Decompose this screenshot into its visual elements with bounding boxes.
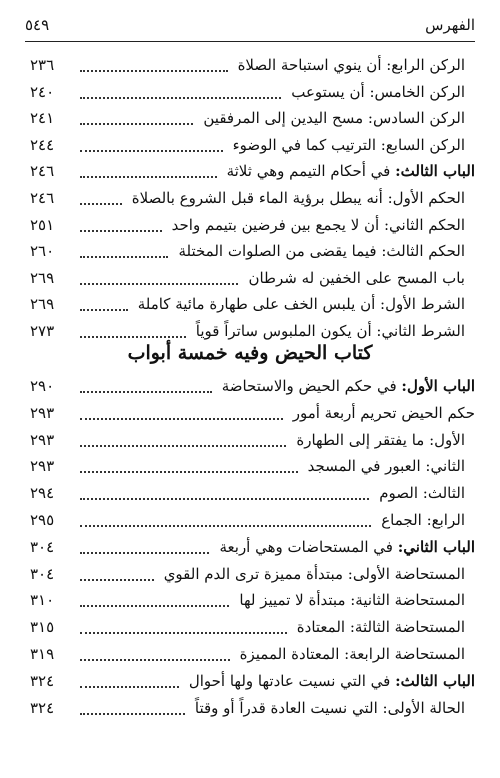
toc-entry-page-number: ٢٤٦ [30, 162, 55, 181]
toc-entry [30, 185, 465, 211]
page-number: ٥٤٩ [25, 16, 50, 34]
toc-entry [30, 158, 475, 184]
toc-entry [30, 132, 465, 158]
toc-entry-text: الحكم الأول: أنه يبطل برؤية الماء قبل الشروع بالصلاة [131, 189, 465, 207]
toc-entry-text: الثاني: العبور في المسجد [307, 457, 465, 476]
toc-entry [30, 668, 475, 694]
dot-leader [80, 70, 228, 72]
toc-entry [30, 480, 465, 506]
toc-entry-text: الحالة الأولى: التي نسيت العادة قدراً أو وقتاً [194, 698, 465, 717]
toc-entry-text: المستحاضة الثالثة: المعتادة [296, 618, 465, 637]
toc-entry-page-number: ٣٠٤ [30, 537, 55, 556]
toc-entry-title [189, 699, 465, 717]
toc-entry-page-number: ٢٩٥ [30, 511, 55, 529]
toc-entry [30, 507, 465, 533]
toc-entry-text: الحكم الثالث: فيما يقضى من الصلوات المختلة [178, 242, 465, 261]
dot-leader [80, 418, 283, 420]
toc-entry-text: في التي نسيت عادتها ولها أحوال [188, 671, 391, 690]
dot-leader [80, 309, 128, 311]
toc-entry-text: الأول: ما يفتقر إلى الطهارة [296, 430, 465, 449]
toc-entry [30, 105, 465, 131]
toc-entry-text: الثالث: الصوم [379, 484, 465, 503]
toc-entry-title [183, 672, 475, 690]
toc-entry-title [291, 618, 465, 636]
toc-entry-page-number: ٢٩٣ [30, 430, 55, 449]
toc-entry-title [242, 269, 465, 287]
toc-entry-title [373, 484, 465, 502]
toc-entry-text: الرابع: الجماع [381, 511, 465, 529]
dot-leader [80, 445, 286, 447]
toc-entry-text: في المستحاضات وهي أربعة [219, 537, 393, 556]
toc-entry-page-number: ٢٤٠ [30, 82, 55, 101]
toc-entry [30, 291, 465, 317]
toc-entry [30, 453, 465, 479]
toc-entry-page-number: ٢٤٤ [30, 135, 55, 154]
toc-entry-page-number: ٢٩٤ [30, 484, 55, 503]
toc-entry-title [172, 242, 465, 260]
toc-entry-page-number: ٢٤١ [30, 109, 55, 128]
toc-entry [30, 427, 465, 453]
section-heading: كتاب الحيض وفيه خمسة أبواب [127, 342, 373, 364]
toc-entry-title [302, 457, 465, 475]
dot-leader [80, 471, 298, 473]
dot-leader [80, 97, 281, 99]
toc-entry-title [132, 295, 465, 313]
dot-leader [80, 283, 238, 285]
dot-leader [80, 230, 162, 232]
toc-entry-page-number: ٣١٥ [30, 618, 55, 637]
toc-entry-text: باب المسح على الخفين له شرطان [248, 268, 465, 287]
toc-entry-title [375, 511, 465, 529]
toc-entry-text: في أحكام التيمم وهي ثلاثة [226, 162, 391, 181]
toc-entry-title [234, 645, 465, 663]
toc-entry [30, 695, 465, 721]
toc-entry-text: الركن الرابع: أن ينوي استباحة الصلاة [237, 56, 465, 74]
toc-entry-text: الركن السادس: مسح اليدين إلى المرفقين [203, 109, 465, 128]
toc-entry [30, 265, 465, 291]
toc-entry-title [232, 56, 465, 74]
dot-leader [80, 256, 168, 258]
toc-entry-title [287, 404, 475, 422]
toc-entry-title [290, 431, 465, 449]
dot-leader [80, 123, 193, 125]
toc-entry-page-number: ٢٩٣ [30, 403, 55, 422]
toc-entry-title [158, 565, 465, 583]
dot-leader [80, 579, 154, 581]
toc-entry-text: الشرط الثاني: أن يكون الملبوس ساتراً قوياً [195, 322, 465, 340]
dot-leader [80, 713, 185, 715]
toc-entry [30, 400, 475, 426]
toc-entry-page-number: ٢٣٦ [30, 56, 55, 74]
toc-entry-text: في حكم الحيض والاستحاضة [221, 377, 397, 395]
toc-entry-text: المستحاضة الرابعة: المعتادة المميزة [239, 645, 465, 663]
toc-entry-page-number: ٣٠٤ [30, 564, 55, 583]
toc-entry-page-number: ٢٥١ [30, 215, 55, 234]
toc-entry-page-number: ٣٢٤ [30, 671, 55, 690]
toc-entry [30, 534, 475, 560]
toc-entry-chapter-label: الباب الثالث: [395, 162, 475, 181]
toc-entry-page-number: ٢٦٠ [30, 242, 55, 261]
toc-entry [30, 79, 465, 105]
dot-leader [80, 391, 212, 393]
toc-entry-title [221, 162, 475, 180]
toc-entry-title [227, 136, 465, 154]
toc-entry-page-number: ٢٤٦ [30, 189, 55, 207]
toc-entry-chapter-label: الباب الأول: [401, 377, 475, 395]
toc-entry-page-number: ٢٧٣ [30, 322, 55, 340]
toc-entry-text: الركن الخامس: أن يستوعب [291, 82, 465, 101]
toc-entry [30, 641, 465, 667]
toc-entry-page-number: ٢٩٠ [30, 377, 55, 395]
toc-entry-text: المستحاضة الأولى: مبتدأة مميزة ترى الدم القوي [163, 564, 465, 583]
toc-entry [30, 212, 465, 238]
toc-entry-chapter-label: الباب الثالث: [395, 671, 475, 690]
toc-entry-title [166, 216, 465, 234]
toc-entry-title [190, 322, 465, 340]
dot-leader [80, 176, 217, 178]
toc-entry-text: المستحاضة الثانية: مبتدأة لا تمييز لها [239, 591, 465, 610]
toc-entry-title [197, 109, 465, 127]
toc-entry-page-number: ٣٢٤ [30, 698, 55, 717]
toc-entry [30, 318, 465, 344]
toc-entry-title [233, 591, 465, 609]
toc-entry-chapter-label: الباب الثاني: [397, 537, 475, 556]
toc-entry [30, 614, 465, 640]
toc-entry-text: حكم الحيض تحريم أربعة أمور [292, 403, 475, 422]
toc-entry [30, 561, 465, 587]
dot-leader [80, 525, 371, 527]
toc-entry-page-number: ٣١٩ [30, 645, 55, 663]
toc-entry-text: الحكم الثاني: أن لا يجمع بين فرضين بتيمم واحد [171, 215, 465, 234]
toc-entry-title [216, 377, 475, 395]
toc-entry-page-number: ٢٦٩ [30, 268, 55, 287]
dot-leader [80, 632, 287, 634]
toc-entry-title [285, 83, 465, 101]
toc-entry-title [213, 538, 475, 556]
toc-entry [30, 587, 465, 613]
toc-entry [30, 238, 465, 264]
toc-entry-title [126, 189, 465, 207]
toc-entry-page-number: ٢٦٩ [30, 295, 55, 314]
dot-leader [80, 605, 229, 607]
dot-leader [80, 203, 122, 205]
dot-leader [80, 498, 369, 500]
dot-leader [80, 686, 179, 688]
toc-entry [30, 52, 465, 78]
toc-entry [30, 373, 475, 399]
dot-leader [80, 150, 223, 152]
toc-entry-text: الشرط الأول: أن يلبس الخف على طهارة مائية كاملة [137, 295, 465, 314]
running-title: الفهرس [425, 16, 475, 34]
dot-leader [80, 659, 230, 661]
toc-entry-page-number: ٢٩٣ [30, 457, 55, 476]
dot-leader [80, 552, 209, 554]
dot-leader [80, 336, 186, 338]
toc-entry-page-number: ٣١٠ [30, 591, 55, 610]
toc-entry-text: الركن السابع: الترتيب كما في الوضوء [232, 135, 465, 154]
